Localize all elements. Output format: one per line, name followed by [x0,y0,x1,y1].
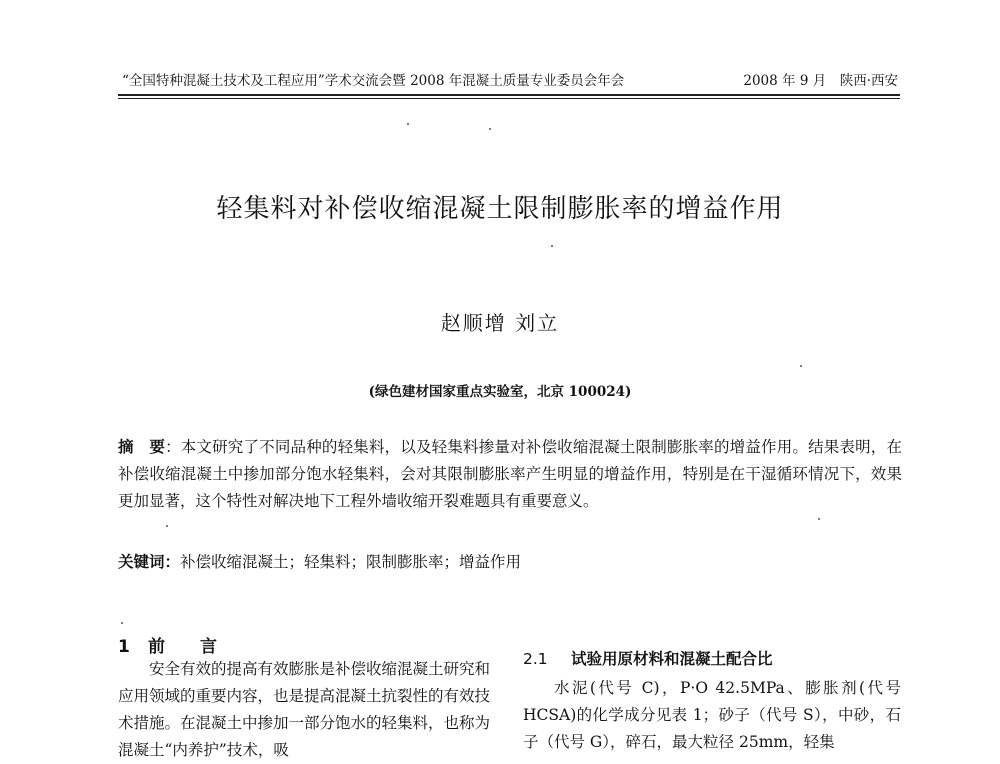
paper-authors: 赵顺增 刘立 [440,311,560,335]
section-1-paragraph: 安全有效的提高有效膨胀是补偿收缩混凝土研究和应用领域的重要内容，也是提高混凝土抗裂性的有效技术措施。在混凝土中掺加一部分饱水的轻集料，也称为混凝土“内养护”技术，吸 [118,660,491,759]
abstract [118,433,902,515]
paper-title: 轻集料对补偿收缩混凝土限制膨胀率的增益作用 [216,194,784,224]
section-2-1-title: 试验用原材料和混凝土配合比 [571,650,773,668]
section-2-1-paragraph: 水泥(代号 C)，P·O 42.5MPa、膨胀剂(代号 HCSA)的化学成分见表 1；砂子（代号 S），中砂，石子（代号 G），碎石，最大粒径 25mm，轻集 [523,679,901,751]
section-1-heading [118,632,217,657]
section-2-1-number: 2.1 [523,650,548,668]
scan-speck [121,622,123,624]
header-rule [118,98,900,99]
scan-speck [166,525,168,527]
conference-date-place: 2008 年 9 月 陕西·西安 [743,73,898,89]
scan-speck [818,518,820,520]
conference-name: “全国特种混凝土技术及工程应用”学术交流会暨 2008 年混凝土质量专业委员会年会 [122,73,625,89]
section-2-1-heading [523,647,773,669]
running-header [118,70,900,96]
scan-speck [407,123,409,125]
section-2-1-body [523,675,901,756]
scan-speck [489,128,491,130]
keywords-label: 关键词： [118,552,181,571]
keywords-text: 补偿收缩混凝土；轻集料；限制膨胀率；增益作用 [180,553,522,571]
paper-affiliation: (绿色建材国家重点实验室，北京 100024) [368,384,632,400]
section-1-title-a: 前 [148,637,165,657]
section-1-title-b: 言 [200,637,217,657]
abstract-label: 摘 要 [118,437,166,456]
scan-speck [551,245,553,247]
section-1-body [118,656,490,764]
scan-speck [800,365,802,367]
abstract-text: ：本文研究了不同品种的轻集料，以及轻集料掺量对补偿收缩混凝土限制膨胀率的增益作用。结果表明，在补偿收缩混凝土中掺加部分饱水轻集料，会对其限制膨胀率产生明显的增益作用，特别是在干湿循环情况下，效果更加显著，这个特性对解决地下工程外墙收缩开裂难题具有重要意义。 [118,438,902,510]
keywords [118,548,902,576]
section-1-number: 1 [118,637,130,657]
